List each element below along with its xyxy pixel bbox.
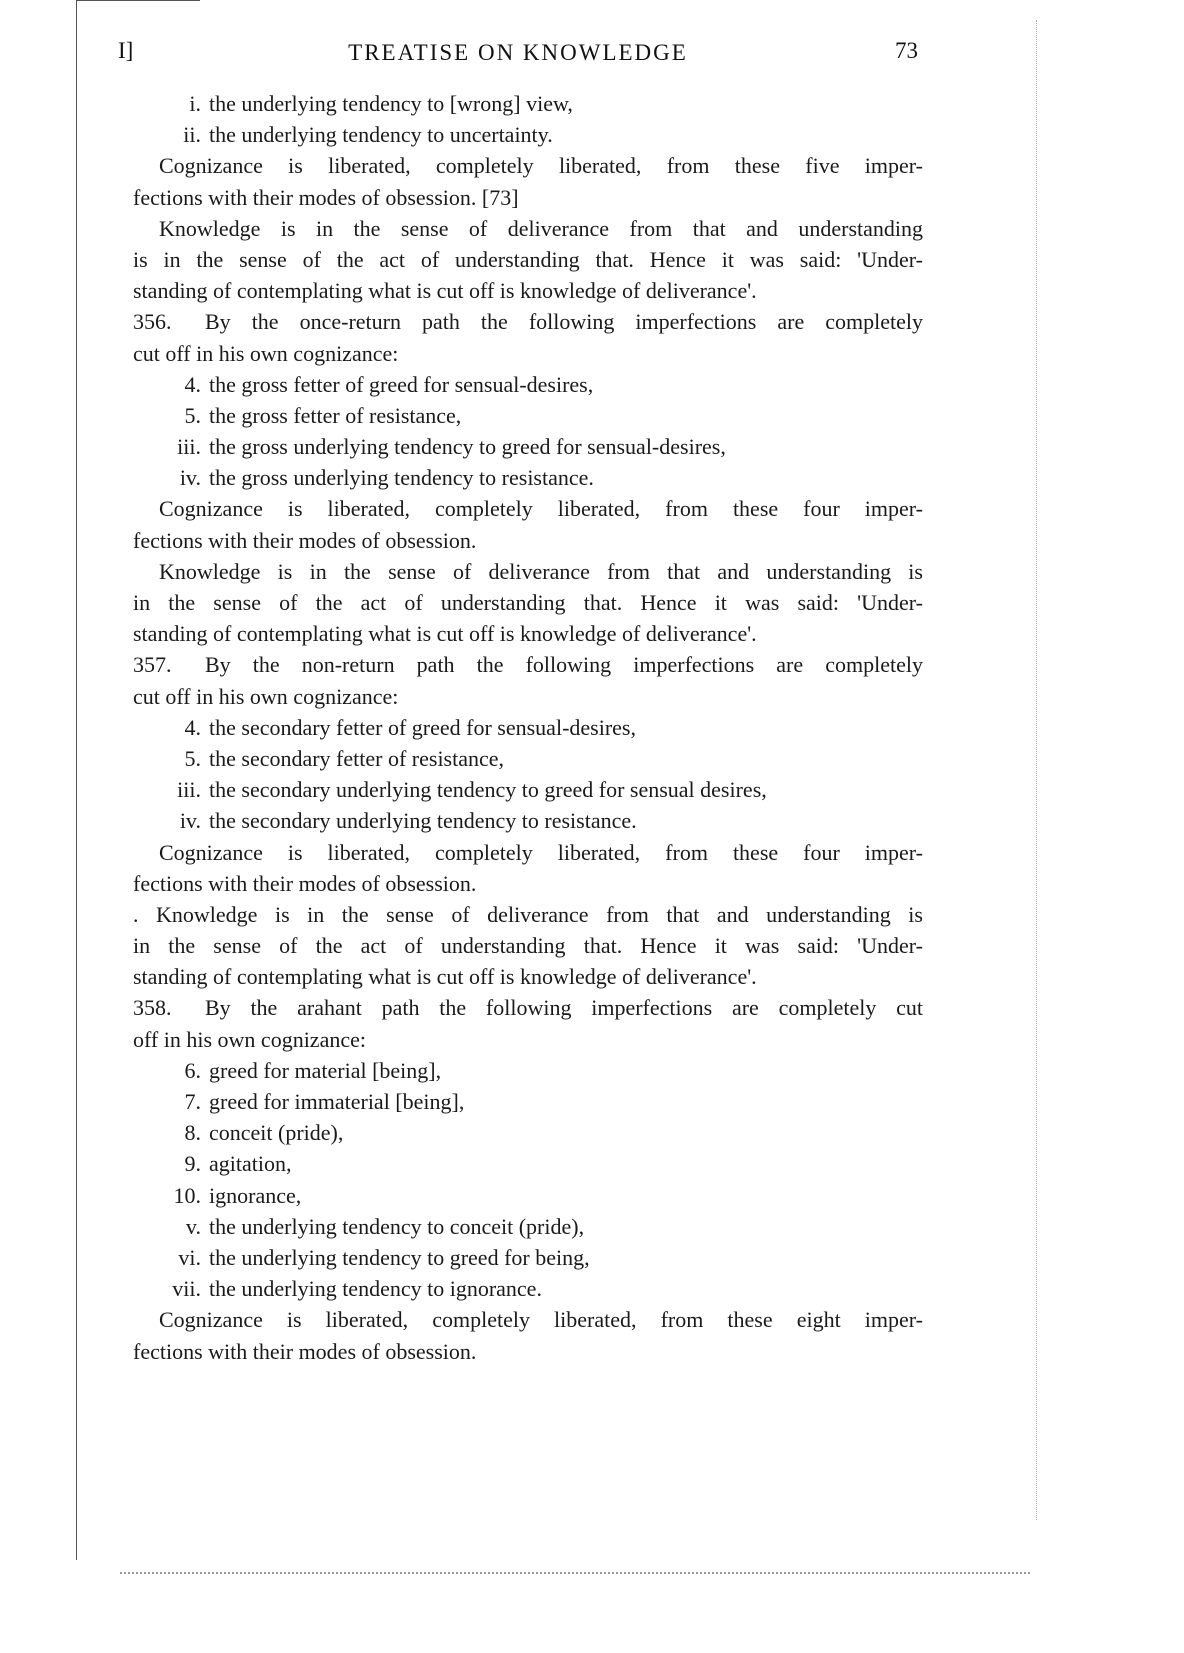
list-item bbox=[133, 743, 923, 774]
item-text: the gross underlying tendency to greed for sensual-desires, bbox=[209, 434, 726, 460]
cognizance-line: fections with their modes of obsession. bbox=[133, 870, 477, 896]
paragraph-357-intro bbox=[133, 649, 923, 680]
intro-line: off in his own cognizance: bbox=[133, 1026, 366, 1052]
item-number: 6. bbox=[184, 1057, 201, 1083]
list-item bbox=[133, 1180, 923, 1211]
item-number: 9. bbox=[184, 1151, 201, 1177]
item-number: 4. bbox=[184, 714, 201, 740]
knowledge-line: is in the sense of the act of understanding that. Hence it was said: 'Under- bbox=[133, 246, 923, 272]
intro-text: By the once-return path the following imperfections are completely bbox=[205, 309, 923, 335]
list-item bbox=[133, 712, 923, 743]
item-text: the gross underlying tendency to resistance. bbox=[209, 465, 594, 491]
page-edge-right bbox=[1036, 20, 1038, 1520]
item-number: 4. bbox=[184, 371, 201, 397]
list-item bbox=[133, 1086, 923, 1117]
cognizance-line: fections with their modes of obsession. [73] bbox=[133, 184, 519, 210]
paragraph-number: 356. bbox=[133, 309, 172, 335]
list-item bbox=[133, 1211, 923, 1242]
item-text: the secondary underlying tendency to greed for sensual desires, bbox=[209, 777, 767, 803]
item-text: the underlying tendency to [wrong] view, bbox=[209, 91, 573, 116]
item-text: the gross fetter of resistance, bbox=[209, 402, 462, 428]
item-text: the gross fetter of greed for sensual-desires, bbox=[209, 371, 594, 397]
item-number: iii. bbox=[177, 777, 201, 803]
intro-text: By the non-return path the following imperfections are completely bbox=[205, 652, 923, 678]
intro-line: cut off in his own cognizance: bbox=[133, 683, 399, 709]
page-edge-top bbox=[76, 0, 200, 1]
list-item bbox=[133, 805, 923, 836]
page-edge-left bbox=[76, 0, 77, 1560]
item-text: the secondary fetter of resistance, bbox=[209, 745, 505, 771]
list-item bbox=[133, 1273, 923, 1304]
item-text: the secondary fetter of greed for sensual-desires, bbox=[209, 714, 636, 740]
paragraph-358-intro bbox=[133, 992, 923, 1023]
list-item bbox=[133, 1148, 923, 1179]
item-text: the underlying tendency to uncertainty. bbox=[209, 122, 553, 148]
running-header bbox=[118, 38, 918, 78]
item-text: the secondary underlying tendency to resistance. bbox=[209, 808, 637, 834]
knowledge-line: standing of contemplating what is cut off is knowledge of deliverance'. bbox=[133, 621, 757, 647]
item-number: iv. bbox=[179, 808, 201, 834]
cognizance-line: fections with their modes of obsession. bbox=[133, 527, 477, 553]
item-number: 10. bbox=[173, 1182, 201, 1208]
intro-text: By the arahant path the following imperfections are completely cut bbox=[205, 995, 923, 1021]
cognizance-line: fections with their modes of obsession. bbox=[133, 1338, 477, 1364]
item-number: vi. bbox=[178, 1244, 201, 1270]
list-item bbox=[133, 774, 923, 805]
list-item bbox=[133, 400, 923, 431]
item-text: the underlying tendency to greed for being, bbox=[209, 1244, 590, 1270]
cognizance-line: Cognizance is liberated, completely liberated, from these eight imper- bbox=[159, 1307, 923, 1333]
item-text: the underlying tendency to ignorance. bbox=[209, 1276, 542, 1302]
cognizance-line: Cognizance is liberated, completely liberated, from these five imper- bbox=[159, 153, 923, 179]
list-item bbox=[133, 431, 923, 462]
list-item bbox=[133, 369, 923, 400]
item-number: 5. bbox=[184, 402, 201, 428]
item-number: 8. bbox=[184, 1120, 201, 1146]
knowledge-line: . Knowledge is in the sense of deliverance from that and understanding is bbox=[133, 901, 923, 927]
item-number: v. bbox=[185, 1213, 201, 1239]
cognizance-line: Cognizance is liberated, completely liberated, from these four imper- bbox=[159, 496, 923, 522]
page-body bbox=[133, 88, 923, 1367]
item-number: iv. bbox=[179, 465, 201, 491]
cognizance-line: Cognizance is liberated, completely liberated, from these four imper- bbox=[159, 839, 923, 865]
list-item bbox=[133, 1055, 923, 1086]
list-item bbox=[133, 1117, 923, 1148]
page-number: 73 bbox=[895, 38, 918, 63]
page-edge-bottom bbox=[120, 1572, 1030, 1575]
knowledge-line: in the sense of the act of understanding that. Hence it was said: 'Under- bbox=[133, 933, 923, 959]
item-text: ignorance, bbox=[209, 1182, 302, 1208]
item-text: the underlying tendency to conceit (pride), bbox=[209, 1213, 585, 1239]
list-item bbox=[133, 1242, 923, 1273]
knowledge-line: standing of contemplating what is cut off is knowledge of deliverance'. bbox=[133, 278, 757, 304]
item-number: ii. bbox=[183, 122, 201, 148]
item-text: agitation, bbox=[209, 1151, 292, 1177]
item-number: i. bbox=[189, 91, 201, 116]
paragraph-356-intro bbox=[133, 306, 923, 337]
list-item bbox=[133, 88, 923, 119]
paragraph-number: 358. bbox=[133, 995, 172, 1021]
item-number: vii. bbox=[172, 1276, 201, 1302]
item-number: 7. bbox=[184, 1089, 201, 1114]
item-text: greed for immaterial [being], bbox=[209, 1089, 465, 1114]
knowledge-line: Knowledge is in the sense of deliverance from that and understanding bbox=[159, 215, 923, 241]
item-text: greed for material [being], bbox=[209, 1057, 442, 1083]
knowledge-line: Knowledge is in the sense of deliverance from that and understanding is bbox=[159, 558, 923, 584]
list-item bbox=[133, 119, 923, 150]
intro-line: cut off in his own cognizance: bbox=[133, 340, 399, 366]
knowledge-line: in the sense of the act of understanding that. Hence it was said: 'Under- bbox=[133, 590, 923, 615]
item-number: iii. bbox=[177, 434, 201, 460]
knowledge-line: standing of contemplating what is cut off is knowledge of deliverance'. bbox=[133, 964, 757, 990]
item-number: 5. bbox=[184, 745, 201, 771]
paragraph-number: 357. bbox=[133, 652, 172, 678]
item-text: conceit (pride), bbox=[209, 1120, 344, 1146]
list-item bbox=[133, 462, 923, 493]
page-title: TREATISE ON KNOWLEDGE bbox=[348, 40, 688, 65]
section-mark: I] bbox=[118, 38, 134, 63]
